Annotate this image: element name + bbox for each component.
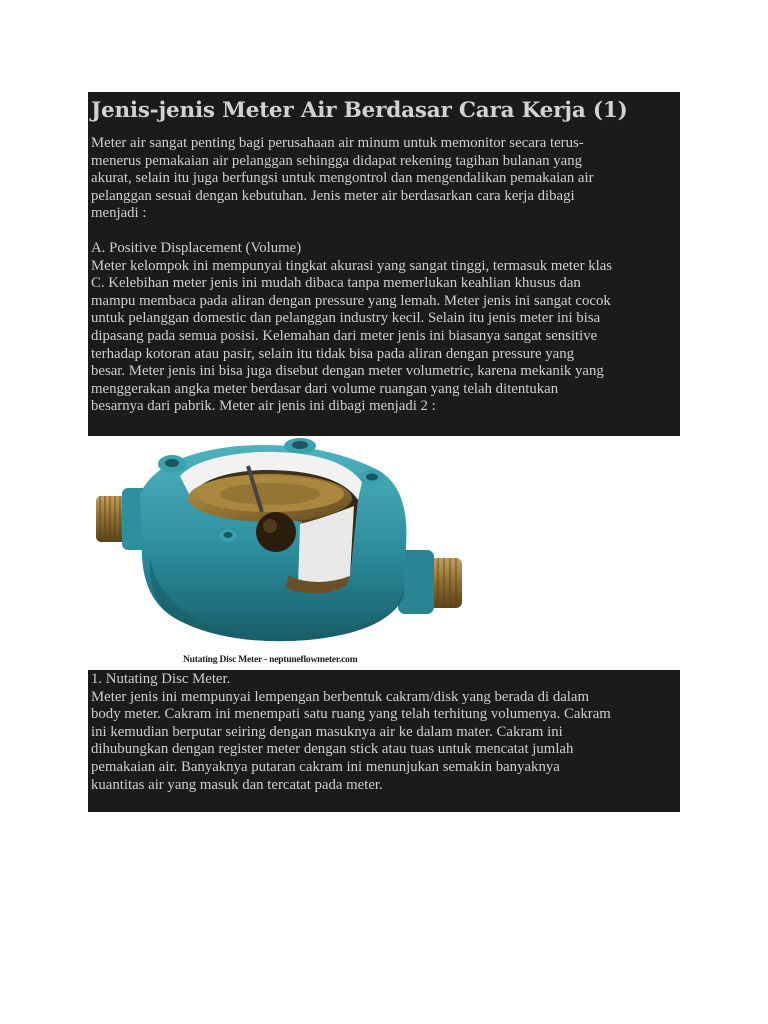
section-1-heading: 1. Nutating Disc Meter. <box>91 671 231 687</box>
meter-figure <box>88 436 680 670</box>
section-a-body: Meter kelompok ini mempunyai tingkat akurasi yang sangat tinggi, termasuk meter klas C. Kelebihan meter jenis ini mudah dibaca tanpa memerlukan keahlian khusus dan mampu membaca pada aliran dengan pressure yang lemah. Meter jenis ini sangat cocok untuk pelanggan domestic dan pelanggan industry kecil. Selain itu jenis meter ini bisa dipasang pada semua posisi. Kelemahan dari meter jenis ini biasanya sangat sensitive terhadap kotoran atau pasir, selain itu tidak bisa pada aliran dengan pressure yang besar. Meter jenis ini bisa juga disebut dengan meter volumetric, karena mekanik yang menggerakan angka meter berdasar dari volume ruangan yang telah ditentukan besarnya dari pabrik. Meter air jenis ini dibagi menjadi 2 : <box>91 257 613 415</box>
figure-caption: Nutating Disc Meter - neptuneflowmeter.com <box>183 655 358 665</box>
article-panel-bottom <box>88 670 680 812</box>
intro-paragraph: Meter air sangat penting bagi perusahaan air minum untuk memonitor secara terus- menerus pemakaian air pelanggan sehingga didapat rekening tagihan bulanan yang akurat, selain itu juga berfungsi untuk mengontrol dan mengendalikan pemakaian air pelanggan sesuai dengan kebutuhan. Jenis meter air berdasarkan cara kerja dibagi menjadi : <box>91 135 594 222</box>
page-title: Jenis-jenis Meter Air Berdasar Cara Kerja (1) <box>91 98 628 123</box>
article-panel-top <box>88 92 680 436</box>
section-1-body: Meter jenis ini mempunyai lempengan berbentuk cakram/disk yang berada di dalam body meter. Cakram ini menempati satu ruang yang telah terhitung volumenya. Cakram ini kemudian berputar seiring dengan masuknya air ke dalam mater. Cakram ini dihubungkan dengan register meter dengan stick atau tuas untuk mencatat jumlah pemakaian air. Banyaknya putaran cakram ini menunjukan semakin banyaknya kuantitas air yang masuk dan tercatat pada meter. <box>91 688 611 793</box>
water-meter-illustration <box>88 436 680 670</box>
section-a-heading: A. Positive Displacement (Volume) <box>91 239 302 256</box>
